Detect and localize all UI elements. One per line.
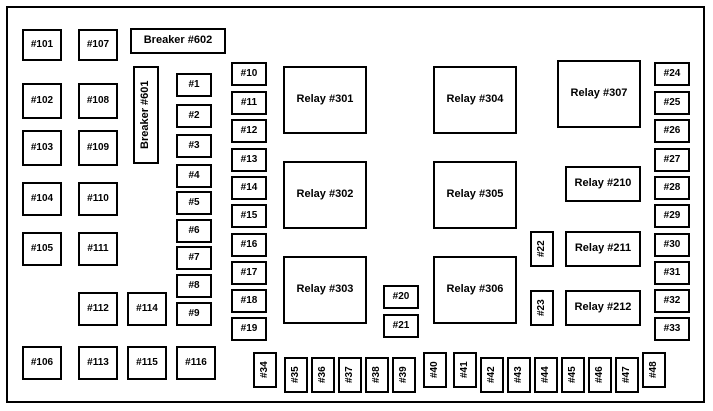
fuse-box: #27 bbox=[654, 148, 690, 172]
relay-box: Relay #304 bbox=[433, 66, 517, 134]
fuse-box: #32 bbox=[654, 289, 690, 313]
fuse-box: #37 bbox=[338, 357, 362, 393]
fuse-box: #24 bbox=[654, 62, 690, 86]
relay-box: Relay #303 bbox=[283, 256, 367, 324]
fuse-box: #13 bbox=[231, 148, 267, 172]
fuse-box: #38 bbox=[365, 357, 389, 393]
relay-box: Relay #210 bbox=[565, 166, 641, 202]
fuse-box: #36 bbox=[311, 357, 335, 393]
fuse-box: #103 bbox=[22, 130, 62, 166]
fuse-box: #105 bbox=[22, 232, 62, 266]
relay-box: Relay #212 bbox=[565, 290, 641, 326]
relay-box: Relay #307 bbox=[557, 60, 641, 128]
fuse-box: #9 bbox=[176, 302, 212, 326]
breaker-box: Breaker #602 bbox=[130, 28, 226, 54]
fuse-box: #1 bbox=[176, 73, 212, 97]
fuse-box: #6 bbox=[176, 219, 212, 243]
fuse-box: #106 bbox=[22, 346, 62, 380]
fuse-box: #48 bbox=[642, 352, 666, 388]
fuse-box: #41 bbox=[453, 352, 477, 388]
relay-box: Relay #306 bbox=[433, 256, 517, 324]
fuse-box: #19 bbox=[231, 317, 267, 341]
fuse-box: #17 bbox=[231, 261, 267, 285]
fuse-box: #46 bbox=[588, 357, 612, 393]
fuse-box: #29 bbox=[654, 204, 690, 228]
fuse-box: #3 bbox=[176, 134, 212, 158]
fuse-box: #107 bbox=[78, 29, 118, 61]
fuse-box: #31 bbox=[654, 261, 690, 285]
fuse-box: #42 bbox=[480, 357, 504, 393]
fuse-box: #25 bbox=[654, 91, 690, 115]
fuse-box: #23 bbox=[530, 290, 554, 326]
fuse-box: #33 bbox=[654, 317, 690, 341]
breaker-box: Breaker #601 bbox=[133, 66, 159, 164]
fuse-box: #22 bbox=[530, 231, 554, 267]
fuse-box: #116 bbox=[176, 346, 216, 380]
fuse-box: #102 bbox=[22, 83, 62, 119]
fuse-box: #30 bbox=[654, 233, 690, 257]
fuse-box: #109 bbox=[78, 130, 118, 166]
fuse-box: #26 bbox=[654, 119, 690, 143]
fuse-box: #10 bbox=[231, 62, 267, 86]
fuse-box: #43 bbox=[507, 357, 531, 393]
fuse-box: #113 bbox=[78, 346, 118, 380]
fuse-box: #28 bbox=[654, 176, 690, 200]
fuse-box: #111 bbox=[78, 232, 118, 266]
relay-box: Relay #302 bbox=[283, 161, 367, 229]
fuse-box: #108 bbox=[78, 83, 118, 119]
fuse-box: #12 bbox=[231, 119, 267, 143]
fuse-box: #110 bbox=[78, 182, 118, 216]
fuse-box: #15 bbox=[231, 204, 267, 228]
fuse-box: #47 bbox=[615, 357, 639, 393]
fuse-box: #2 bbox=[176, 104, 212, 128]
relay-box: Relay #305 bbox=[433, 161, 517, 229]
fuse-box: #101 bbox=[22, 29, 62, 61]
fuse-box: #35 bbox=[284, 357, 308, 393]
fuse-box: #44 bbox=[534, 357, 558, 393]
fuse-box: #104 bbox=[22, 182, 62, 216]
fuse-box: #40 bbox=[423, 352, 447, 388]
fuse-box: #7 bbox=[176, 246, 212, 270]
fuse-box: #45 bbox=[561, 357, 585, 393]
relay-box: Relay #301 bbox=[283, 66, 367, 134]
fuse-box: #39 bbox=[392, 357, 416, 393]
fuse-box: #4 bbox=[176, 164, 212, 188]
fuse-box: #18 bbox=[231, 289, 267, 313]
fuse-box: #16 bbox=[231, 233, 267, 257]
fuse-box: #115 bbox=[127, 346, 167, 380]
fuse-box: #5 bbox=[176, 191, 212, 215]
fuse-box: #34 bbox=[253, 352, 277, 388]
fuse-box: #114 bbox=[127, 292, 167, 326]
fuse-box: #112 bbox=[78, 292, 118, 326]
fuse-box: #14 bbox=[231, 176, 267, 200]
fuse-box: #11 bbox=[231, 91, 267, 115]
fuse-box: #8 bbox=[176, 274, 212, 298]
fuse-box: #20 bbox=[383, 285, 419, 309]
relay-box: Relay #211 bbox=[565, 231, 641, 267]
fuse-box: #21 bbox=[383, 314, 419, 338]
